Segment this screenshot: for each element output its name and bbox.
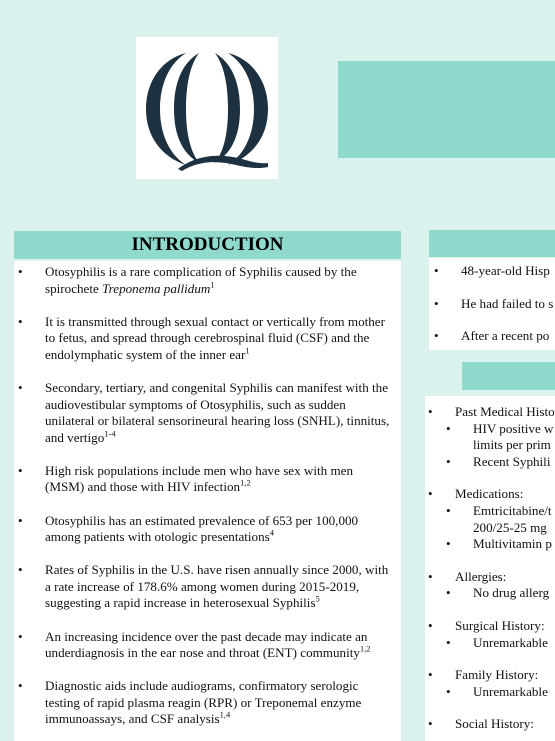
- intro-bullet-citation: 4: [269, 527, 274, 538]
- history-sub-list: [455, 684, 549, 701]
- intro-bullet-text: An increasing incidence over the past decade may indicate an underdiagnosis in the ear nose and throat (ENT) community: [45, 628, 368, 661]
- history-panel: [425, 396, 555, 741]
- history-bullet-label: Allergies:: [455, 568, 507, 584]
- history-sub-list: [455, 585, 549, 602]
- intro-bullet-citation: 1,2: [359, 643, 371, 654]
- intro-bullet-citation: 1,4: [219, 710, 231, 721]
- intro-bullet-citation: 1,2: [240, 478, 251, 489]
- history-bullet-item: [425, 716, 555, 733]
- introduction-header: INTRODUCTION: [14, 231, 401, 259]
- history-sub-item: • No drug allerg: [425, 585, 549, 602]
- intro-bullet-text: Otosyphilis has an estimated prevalence of 653 per 100,000 among patients with otologic presentations: [45, 512, 359, 545]
- intro-bullet-text: Diagnostic aids include audiograms, confirmatory serologic testing of rapid plasma reagin (RPR) or Treponemal enzyme immunoassays, and CSF analysis: [45, 678, 362, 727]
- history-bullet-label: Past Medical Histo: [455, 404, 555, 419]
- history-sub-list: [455, 420, 554, 471]
- intro-bullet-item: [14, 562, 401, 612]
- history-list: [425, 396, 555, 733]
- history-sub-item: • Recent Syphili: [425, 454, 549, 471]
- case-bullet-item: • 48-year-old Hisp: [429, 263, 555, 280]
- intro-bullet-item: [14, 513, 401, 546]
- history-bullet-label: Family History:: [455, 667, 539, 683]
- history-bullet-item: [425, 404, 555, 470]
- intro-bullet-text: High risk populations include men who have sex with men (MSM) and those with HIV infection: [45, 462, 354, 495]
- history-bullet-item: [425, 618, 555, 651]
- case-bullet-item: • After a recent po: [429, 328, 555, 345]
- case-presentation-header: [429, 230, 555, 257]
- intro-bullet-text: It is transmitted through sexual contact or vertically from mother to fetus, and spread through cerebrospinal fluid (CSF) and the endolymphatic system of the inner ear: [45, 313, 385, 362]
- intro-bullet-item: [14, 463, 401, 496]
- logo-box: [136, 37, 278, 179]
- intro-bullet-item: [14, 264, 401, 297]
- history-bullet-label: Medications:: [455, 486, 524, 502]
- history-bullet-label: Social History:: [455, 716, 534, 732]
- history-sub-item: • Emtricitabine/t: [425, 503, 549, 520]
- introduction-list: [14, 261, 401, 728]
- history-bullet-item: [425, 569, 555, 602]
- history-sub-item: • Multivitamin p: [425, 536, 549, 553]
- intro-bullet-citation: 1: [210, 279, 215, 290]
- intro-bullet-citation: 1-4: [104, 428, 116, 439]
- q-monogram-logo-icon: [136, 37, 278, 179]
- title-banner: [338, 61, 555, 158]
- intro-bullet-text: Secondary, tertiary, and congenital Syphilis can manifest with the audiovestibular symptoms of Otosyphilis, such as sudden unilateral or bilateral sensorineural hearing loss (SNHL), tinnitus, and vertigo: [45, 379, 390, 445]
- intro-bullet-item: [14, 380, 401, 446]
- case-panel: [429, 258, 555, 350]
- history-sub-list: [455, 502, 552, 553]
- history-sub-item: limits per prim: [473, 437, 551, 453]
- case-bullet-item: • He had failed to s: [429, 296, 555, 313]
- history-sub-item: • HIV positive w: [425, 421, 549, 438]
- history-bullet-item: [425, 486, 555, 552]
- intro-bullet-citation: 1: [245, 345, 250, 356]
- intro-bullet-text: Otosyphilis is a rare complication of Syphilis caused by the spirochete: [45, 264, 357, 296]
- case-list: [429, 258, 555, 345]
- history-bullet-label: Surgical History:: [455, 617, 545, 633]
- history-sub-item: 200/25-25 mg: [473, 519, 547, 535]
- intro-bullet-item: [14, 314, 401, 364]
- history-header: [462, 362, 555, 390]
- introduction-panel: [14, 261, 401, 741]
- history-sub-item: • Unremarkable: [425, 635, 549, 652]
- history-sub-list: [455, 635, 549, 652]
- intro-bullet-item: [14, 629, 401, 662]
- intro-bullet-citation: 5: [315, 594, 320, 605]
- intro-bullet-item: [14, 678, 401, 728]
- intro-bullet-text: Rates of Syphilis in the U.S. have risen annually since 2000, with a rate increase of 178.6% among women during 2015-2019, suggesting a rapid increase in heterosexual Syphilis: [45, 562, 389, 611]
- intro-bullet-italic: Treponema pallidum: [102, 280, 211, 296]
- history-sub-item: • Unremarkable: [425, 684, 549, 701]
- history-bullet-item: [425, 667, 555, 700]
